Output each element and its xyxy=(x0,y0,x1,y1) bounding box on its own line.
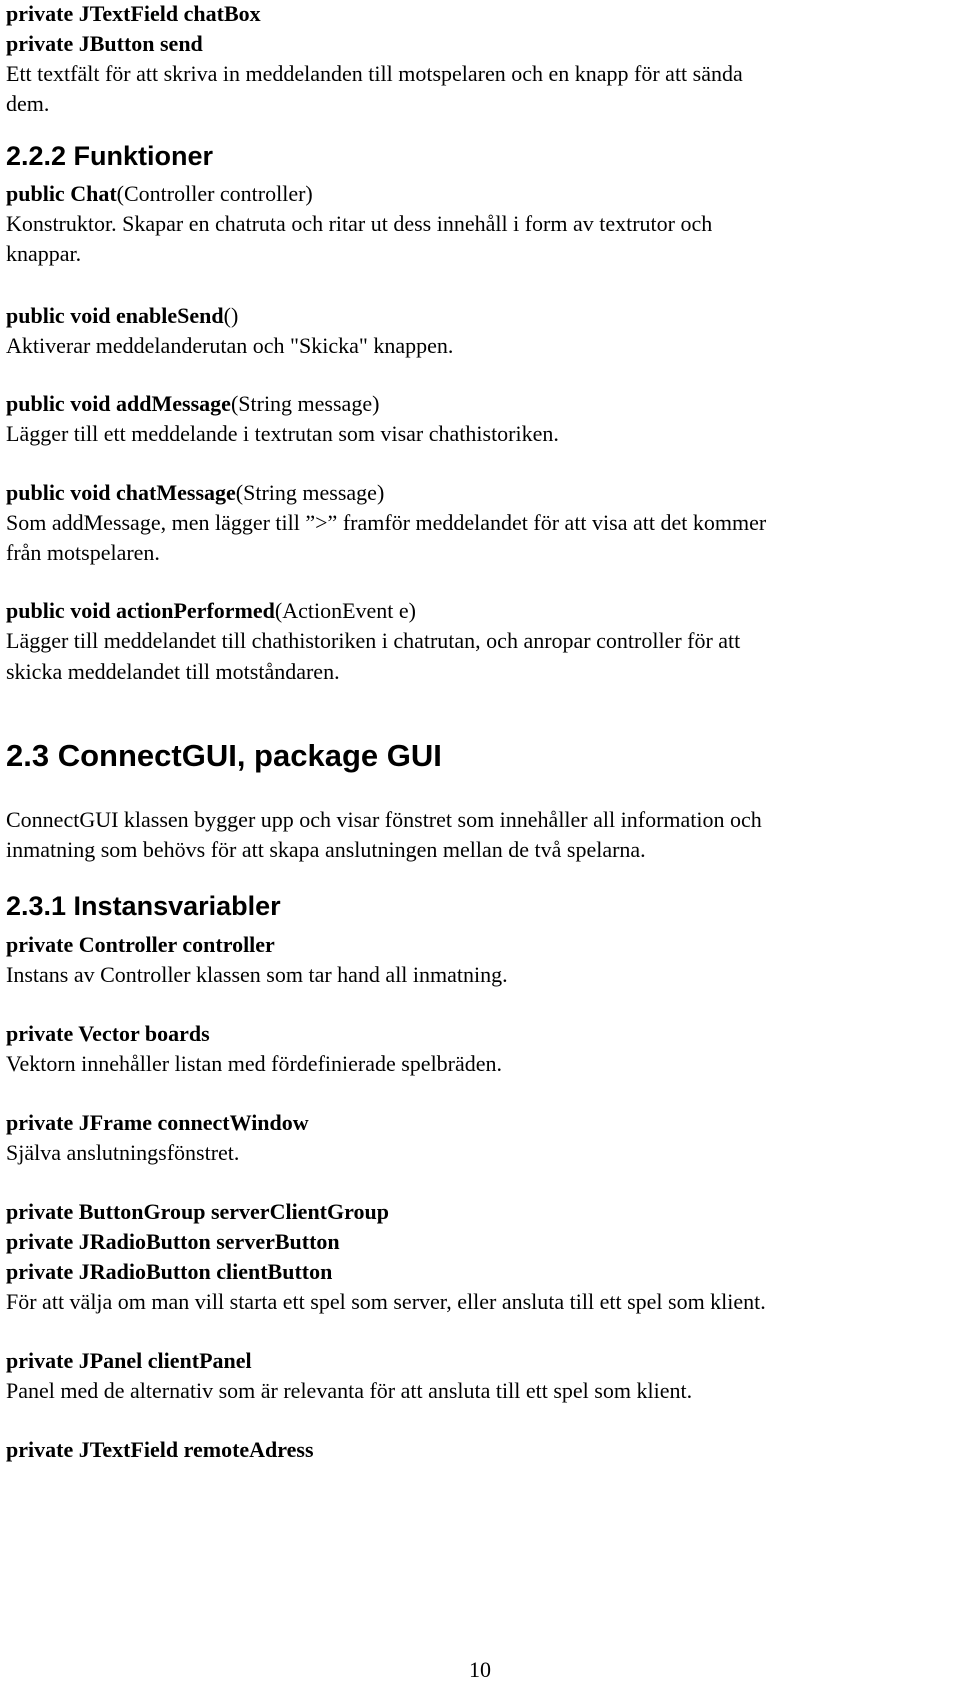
text-line xyxy=(6,0,261,28)
text-line xyxy=(6,1377,692,1405)
text-line xyxy=(6,1020,210,1048)
code-signature: private JButton send xyxy=(6,31,203,56)
code-signature: public void chatMessage xyxy=(6,480,236,505)
section-heading: 2.2.2 Funktioner xyxy=(6,141,214,171)
text-span: (String message) xyxy=(230,391,380,416)
text-span: inmatning som behövs för att skapa anslutningen mellan de två spelarna. xyxy=(6,837,646,862)
page-number: 10 xyxy=(469,1657,491,1682)
section-heading: 2.3.1 Instansvariabler xyxy=(6,891,281,921)
text-line xyxy=(6,1198,389,1226)
text-span: För att välja om man vill starta ett spel som server, eller ansluta till ett spel som klient. xyxy=(6,1289,766,1314)
text-line xyxy=(6,1347,252,1375)
text-line xyxy=(6,931,275,959)
text-span: ConnectGUI klassen bygger upp och visar fönstret som innehåller all information och xyxy=(6,807,762,832)
text-span: Konstruktor. Skapar en chatruta och ritar ut dess innehåll i form av textrutor och xyxy=(6,211,713,236)
text-span: skicka meddelandet till motståndaren. xyxy=(6,659,340,684)
code-signature: private Vector boards xyxy=(6,1021,210,1046)
text-span: dem. xyxy=(6,91,50,116)
text-line xyxy=(6,1139,239,1167)
code-signature: private JTextField remoteAdress xyxy=(6,1437,314,1462)
code-signature: public void actionPerformed xyxy=(6,598,275,623)
text-line xyxy=(6,180,313,208)
text-span: Instans av Controller klassen som tar hand all inmatning. xyxy=(6,962,508,987)
text-line xyxy=(6,240,81,268)
text-line xyxy=(6,210,712,238)
text-span: Vektorn innehåller listan med fördefinierade spelbräden. xyxy=(6,1051,503,1076)
text-line xyxy=(6,806,762,834)
text-line xyxy=(6,961,508,989)
text-line xyxy=(6,1109,309,1137)
text-span: (ActionEvent e) xyxy=(274,598,416,623)
code-signature: private JRadioButton clientButton xyxy=(6,1259,333,1284)
text-line xyxy=(6,539,160,567)
text-line xyxy=(6,1258,332,1286)
code-signature: private Controller controller xyxy=(6,932,275,957)
text-line xyxy=(6,836,646,864)
code-signature: private JRadioButton serverButton xyxy=(6,1229,340,1254)
text-line xyxy=(6,1288,766,1316)
text-line xyxy=(6,1228,340,1256)
text-line xyxy=(6,302,238,330)
text-line xyxy=(6,658,340,686)
text-span: knappar. xyxy=(6,241,82,266)
code-signature: public void addMessage xyxy=(6,391,231,416)
text-span: från motspelaren. xyxy=(6,540,160,565)
text-span: () xyxy=(223,303,239,328)
text-line xyxy=(6,1050,502,1078)
code-signature: private JTextField chatBox xyxy=(6,1,261,26)
text-line xyxy=(6,420,559,448)
text-span: Själva anslutningsfönstret. xyxy=(6,1140,240,1165)
text-span: Lägger till ett meddelande i textrutan som visar chathistoriken. xyxy=(6,421,559,446)
text-span: Lägger till meddelandet till chathistoriken i chatrutan, och anropar controller för att xyxy=(6,628,741,653)
text-line xyxy=(6,390,379,418)
text-span: Ett textfält för att skriva in meddelanden till motspelaren och en knapp för att sända xyxy=(6,61,743,86)
text-span: Panel med de alternativ som är relevanta för att ansluta till ett spel som klient. xyxy=(6,1378,693,1403)
text-line xyxy=(6,509,766,537)
code-signature: public void enableSend xyxy=(6,303,224,328)
text-line xyxy=(6,1436,314,1464)
code-signature: public Chat xyxy=(6,181,117,206)
text-line xyxy=(6,627,740,655)
text-line xyxy=(6,90,49,118)
code-signature: private JFrame connectWindow xyxy=(6,1110,309,1135)
text-line xyxy=(6,479,384,507)
code-signature: private ButtonGroup serverClientGroup xyxy=(6,1199,389,1224)
text-line xyxy=(6,332,453,360)
section-heading: 2.3 ConnectGUI, package GUI xyxy=(6,738,442,773)
text-line xyxy=(6,597,416,625)
text-span: Aktiverar meddelanderutan och "Skicka" knappen. xyxy=(6,333,454,358)
text-line xyxy=(6,60,743,88)
code-signature: private JPanel clientPanel xyxy=(6,1348,252,1373)
text-span: (String message) xyxy=(235,480,385,505)
text-line xyxy=(6,30,203,58)
text-span: (Controller controller) xyxy=(116,181,313,206)
text-span: Som addMessage, men lägger till ”>” framför meddelandet för att visa att det kommer xyxy=(6,510,767,535)
